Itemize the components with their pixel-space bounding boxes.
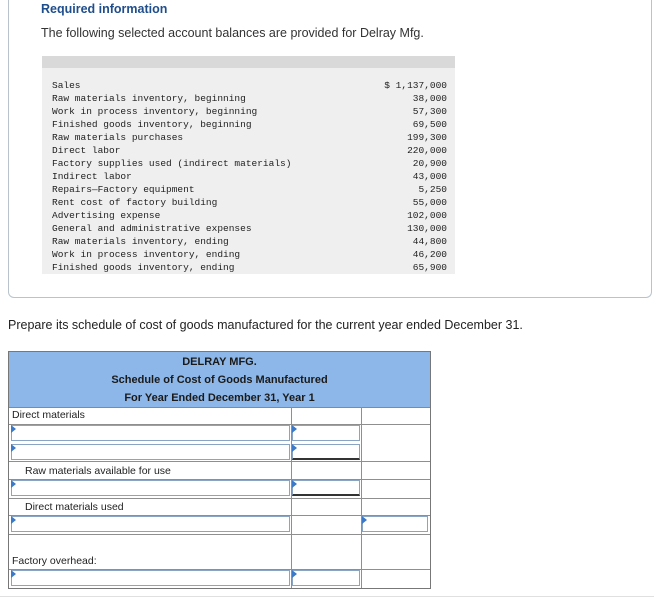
cost-total-amount-input[interactable] [362,516,428,532]
balance-row [52,249,447,262]
balance-label: Work in process inventory, ending [52,249,241,260]
balance-row [52,210,447,223]
balance-label: Raw materials purchases [52,132,184,143]
balance-label: Finished goods inventory, beginning [52,119,252,130]
instruction-text: Prepare its schedule of cost of goods manufactured for the current year ended December 31. [8,318,523,332]
balance-value: 55,000 [412,197,447,208]
balance-label: Repairs—Factory equipment [52,184,195,195]
input-marker-icon [362,516,367,524]
input-marker-icon [11,480,16,488]
available-adjustment-amount-input[interactable] [292,480,360,496]
input-marker-icon [11,444,16,452]
page-divider [0,596,654,597]
input-marker-icon [292,425,297,433]
direct-materials-item-input-2[interactable] [11,444,290,460]
intro-text: The following selected account balances are provided for Delray Mfg. [41,26,424,40]
input-marker-icon [11,570,16,578]
balance-label: Work in process inventory, beginning [52,106,258,117]
cost-item-input[interactable] [11,516,290,532]
input-marker-icon [292,444,297,452]
balance-label: Rent cost of factory building [52,197,218,208]
balance-row [52,145,447,158]
balance-label: Indirect labor [52,171,132,182]
balance-row [52,236,447,249]
direct-materials-item-input-1[interactable] [11,425,290,441]
balance-label: General and administrative expenses [52,223,252,234]
balance-label: Direct labor [52,145,121,156]
balance-row [52,223,447,236]
direct-materials-used-label: Direct materials used [25,501,124,513]
schedule-title: Schedule of Cost of Goods Manufactured [111,374,328,386]
balance-row [52,93,447,106]
direct-materials-label: Direct materials [12,409,85,421]
balance-value: 5,250 [418,184,447,195]
balance-row [52,119,447,132]
balance-label: Factory supplies used (indirect materials) [52,158,292,169]
balance-value: 57,300 [412,106,447,117]
factory-overhead-amount-input[interactable] [292,570,360,586]
row-divider [9,461,430,462]
balance-row [52,197,447,210]
balance-value: 20,900 [412,158,447,169]
schedule-header [9,352,430,408]
balance-value: 38,000 [412,93,447,104]
balance-value: 46,200 [412,249,447,260]
balance-row [52,80,447,93]
balance-value: $ 1,137,000 [384,80,447,91]
account-balances-table [42,56,455,274]
available-for-use-label: Raw materials available for use [25,465,171,477]
balance-row [52,262,447,275]
balance-value: 199,300 [407,132,447,143]
input-marker-icon [292,570,297,578]
balance-label: Finished goods inventory, ending [52,262,235,273]
input-marker-icon [11,516,16,524]
balance-row [52,184,447,197]
balance-value: 102,000 [407,210,447,221]
direct-materials-amount-input-2[interactable] [292,444,360,460]
schedule-period: For Year Ended December 31, Year 1 [124,392,315,404]
input-marker-icon [292,480,297,488]
balance-label: Raw materials inventory, ending [52,236,229,247]
row-divider [9,498,430,499]
balance-row [52,106,447,119]
factory-overhead-item-input[interactable] [11,570,290,586]
balance-value: 220,000 [407,145,447,156]
factory-overhead-label: Factory overhead: [12,555,97,567]
balance-row [52,158,447,171]
available-adjustment-item-input[interactable] [11,480,290,496]
balance-row [52,171,447,184]
balance-value: 69,500 [412,119,447,130]
schedule-table [8,351,431,589]
balance-row [52,132,447,145]
balance-value: 130,000 [407,223,447,234]
balance-label: Sales [52,80,81,91]
row-divider [9,534,430,535]
balance-value: 44,800 [412,236,447,247]
direct-materials-amount-input-1[interactable] [292,425,360,441]
balance-label: Raw materials inventory, beginning [52,93,246,104]
balance-value: 65,900 [412,262,447,273]
balance-label: Advertising expense [52,210,161,221]
company-name: DELRAY MFG. [182,356,257,368]
input-marker-icon [11,425,16,433]
required-information-title: Required information [41,2,168,16]
balance-value: 43,000 [412,171,447,182]
